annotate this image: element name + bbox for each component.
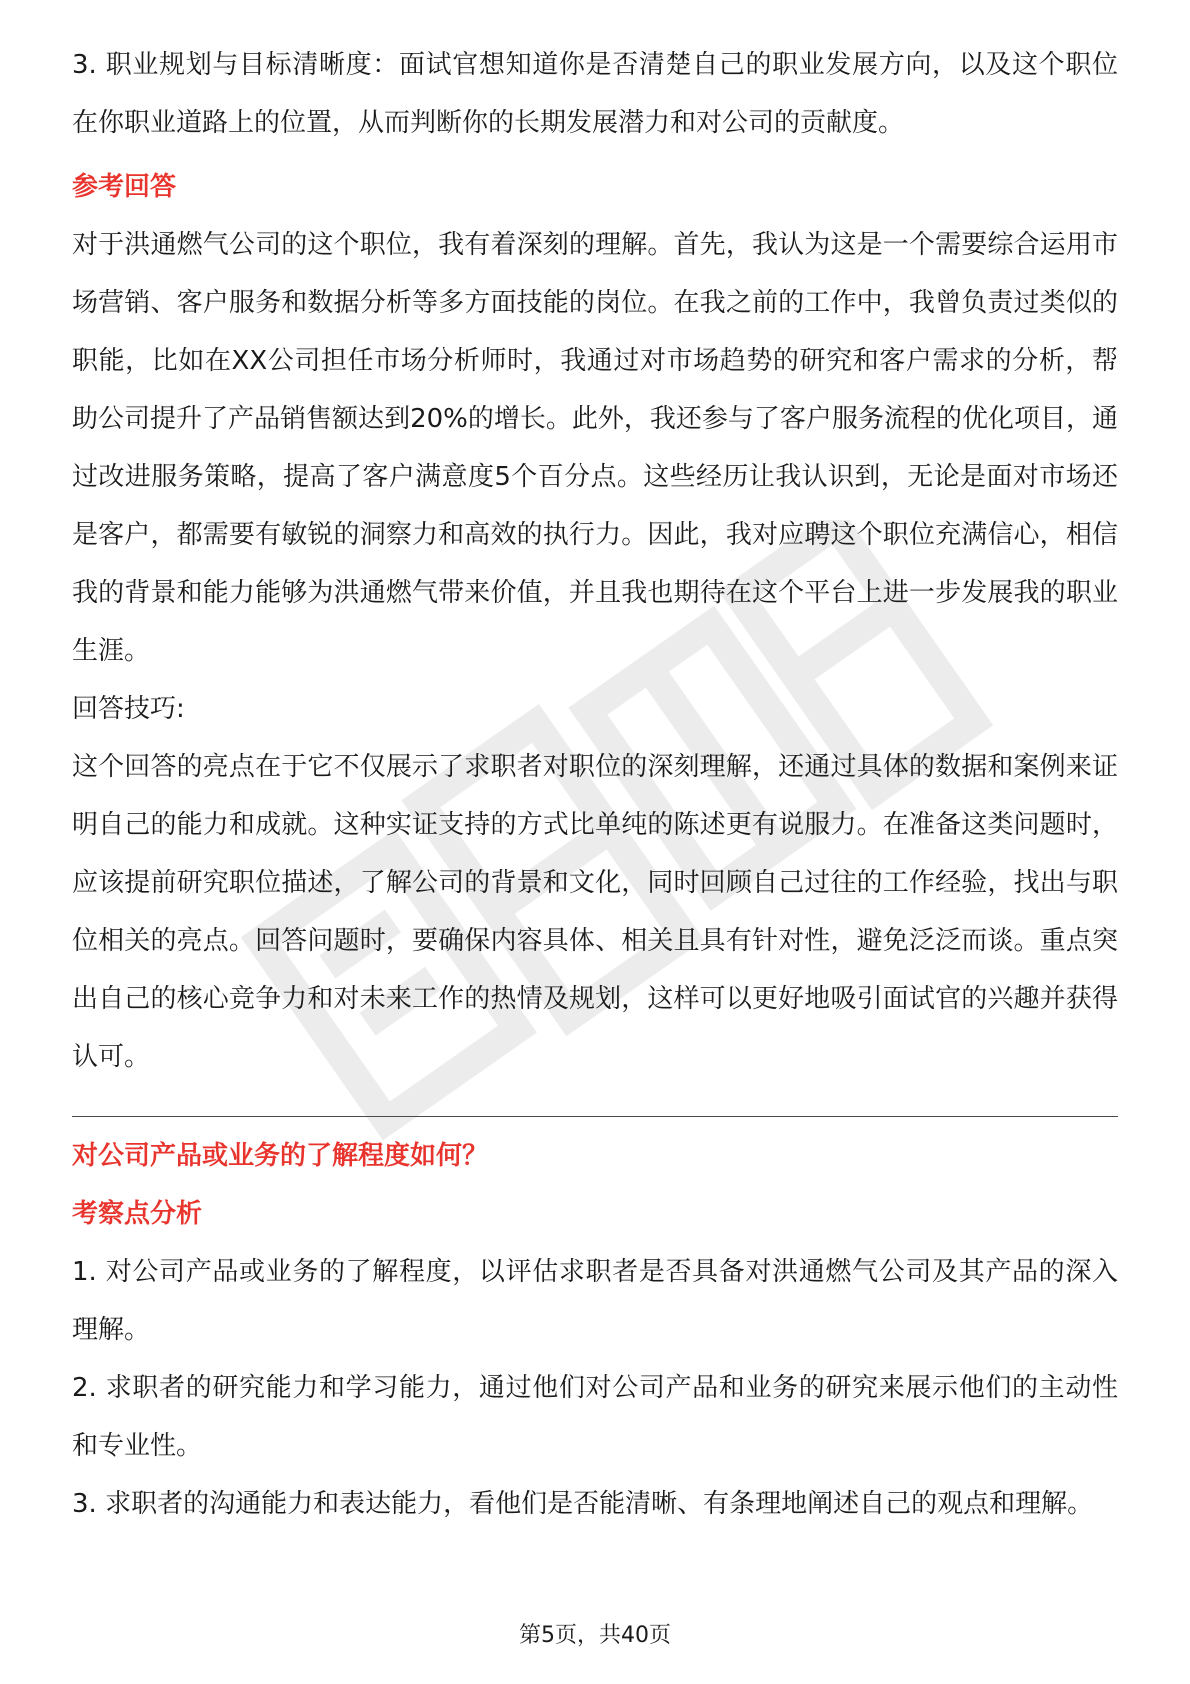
- analysis-point-1: 1. 对公司产品或业务的了解程度，以评估求职者是否具备对洪通燃气公司及其产品的深入理解。: [72, 1257, 1118, 1345]
- reference-answer-text: 对于洪通燃气公司的这个职位，我有着深刻的理解。首先，我认为这是一个需要综合运用市场营销、客户服务和数据分析等多方面技能的岗位。在我之前的工作中，我曾负责过类似的职能，比如在XX公司担任市场分析师时，我通过对市场趋势的研究和客户需求的分析，帮助公司提升了产品销售额达到20%的增长。此外，我还参与了客户服务流程的优化项目，通过改进服务策略，提高了客户满意度5个百分点。这些经历让我认识到，无论是面对市场还是客户，都需要有敏锐的洞察力和高效的执行力。因此，我对应聘这个职位充满信心，相信我的背景和能力能够为洪通燃气带来价值，并且我也期待在这个平台上进一步发展我的职业生涯。: [72, 230, 1118, 666]
- page-content: [72, 36, 1118, 1533]
- analysis-point-2: 2. 求职者的研究能力和学习能力，通过他们对公司产品和业务的研究来展示他们的主动性和专业性。: [72, 1373, 1118, 1461]
- analysis-heading: 考察点分析: [72, 1199, 203, 1229]
- page-number: 第5页，共40页: [519, 1623, 671, 1648]
- question-title: 对公司产品或业务的了解程度如何？: [72, 1141, 489, 1171]
- career-planning-point: 3. 职业规划与目标清晰度：面试官想知道你是否清楚自己的职业发展方向，以及这个职位在你职业道路上的位置，从而判断你的长期发展潜力和对公司的贡献度。: [72, 50, 1118, 138]
- reference-answer-heading: 参考回答: [72, 172, 177, 202]
- answer-tips-label: 回答技巧:: [72, 694, 185, 724]
- answer-tips-text: 这个回答的亮点在于它不仅展示了求职者对职位的深刻理解，还通过具体的数据和案例来证明自己的能力和成就。这种实证支持的方式比单纯的陈述更有说服力。在准备这类问题时，应该提前研究职位描述，了解公司的背景和文化，同时回顾自己过往的工作经验，找出与职位相关的亮点。回答问题时，要确保内容具体、相关且具有针对性，避免泛泛而谈。重点突出自己的核心竞争力和对未来工作的热情及规划，这样可以更好地吸引面试官的兴趣并获得认可。: [72, 752, 1118, 1072]
- section-divider: [72, 1116, 1118, 1117]
- analysis-point-3: 3. 求职者的沟通能力和表达能力，看他们是否能清晰、有条理地阐述自己的观点和理解。: [72, 1489, 1094, 1519]
